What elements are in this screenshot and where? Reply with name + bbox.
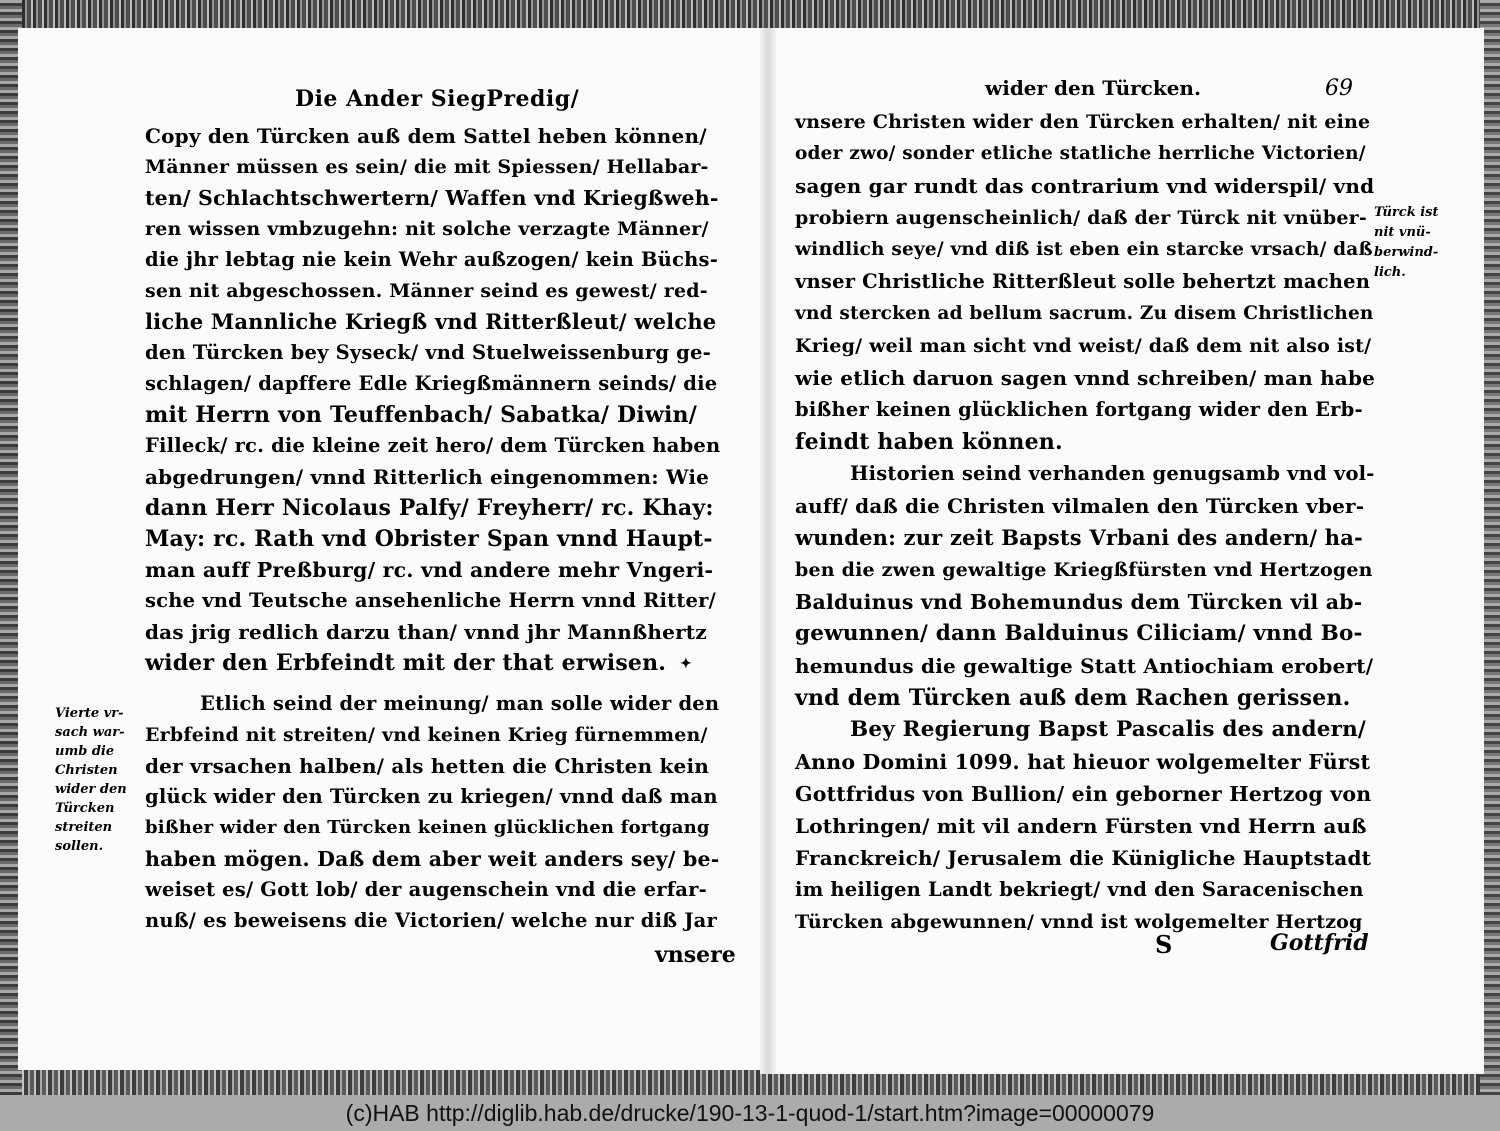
- text-line: windlich seye/ vnd diß ist eben ein starcke vrsach/ daß: [795, 239, 1373, 260]
- text-line: vnser Christliche Ritterßleut solle behertzt machen: [795, 270, 1371, 293]
- text-line: feindt haben können.: [795, 429, 1063, 455]
- text-line: man auff Preßburg/ rc. vnd andere mehr Vngeri-: [145, 558, 714, 582]
- margin-note-line: Vierte vr-: [55, 706, 124, 721]
- text-line: nuß/ es beweisens die Victorien/ welche nur diß Jar: [145, 909, 717, 932]
- left-running-header: Die Ander SiegPredig/: [295, 86, 580, 112]
- text-line: Balduinus vnd Bohemundus dem Türcken vil ab-: [795, 590, 1363, 614]
- margin-note-line: lich.: [1374, 265, 1406, 280]
- text-line: hemundus die gewaltige Statt Antiochiam erobert/: [795, 654, 1374, 678]
- margin-note-line: nit vnü-: [1374, 225, 1431, 240]
- text-line: oder zwo/ sonder etliche statliche herrliche Victorien/: [795, 143, 1366, 164]
- text-line: Copy den Türcken auß dem Sattel heben können/: [145, 124, 707, 148]
- margin-note-line: sach war-: [55, 725, 125, 740]
- text-line: gewunnen/ dann Balduinus Ciliciam/ vnnd Bo-: [795, 621, 1363, 646]
- margin-note-line: sollen.: [55, 839, 104, 854]
- book-gutter: [760, 28, 776, 1074]
- text-line: wunden: zur zeit Bapsts Vrbani des andern/ ha-: [795, 525, 1363, 550]
- text-line: glück wider den Türcken zu kriegen/ vnnd daß man: [145, 785, 718, 808]
- text-line: auff/ daß die Christen vilmalen den Türcken vber-: [795, 494, 1365, 518]
- text-line: Anno Domini 1099. hat hieuor wolgemelter Fürst: [795, 750, 1371, 774]
- signature-mark: S: [1155, 930, 1173, 959]
- text-line: weiset es/ Gott lob/ der augenschein vnd die erfar-: [145, 878, 707, 901]
- text-line: Filleck/ rc. die kleine zeit hero/ dem Türcken haben: [145, 434, 721, 457]
- text-line: vnsere Christen wider den Türcken erhalten/ nit eine: [795, 111, 1371, 133]
- text-line: haben mögen. Daß dem aber weit anders sey/ be-: [145, 847, 720, 871]
- text-line: Franckreich/ Jerusalem die Künigliche Hauptstadt: [795, 846, 1372, 870]
- text-line: abgedrungen/ vnnd Ritterlich eingenommen: Wie: [145, 465, 710, 489]
- text-line: ren wissen vmbzugehn: nit solche verzagte Männer/: [145, 218, 709, 240]
- text-line: bißher wider den Türcken keinen glücklichen fortgang: [145, 817, 710, 838]
- margin-note-line: streiten: [55, 820, 113, 835]
- text-line: im heiligen Landt bekriegt/ vnd den Saracenischen: [795, 878, 1364, 901]
- text-line: bißher keinen glücklichen fortgang wider den Erb-: [795, 398, 1363, 421]
- text-line: das jrig redlich darzu than/ vnnd jhr Mannßhertz: [145, 620, 707, 644]
- text-line: vnd stercken ad bellum sacrum. Zu disem Christlichen: [795, 303, 1374, 324]
- text-line: den Türcken bey Syseck/ vnd Stuelweissenburg ge-: [145, 341, 711, 364]
- text-line: Erbfeind nit streiten/ vnd keinen Krieg fürnemmen/: [145, 724, 708, 746]
- text-line: May: rc. Rath vnd Obrister Span vnnd Haupt-: [145, 526, 713, 552]
- left-catchword: vnsere: [655, 942, 736, 968]
- text-line: Gottfridus von Bullion/ ein geborner Hertzog von: [795, 782, 1372, 806]
- text-line: Etlich seind der meinung/ man solle wider den: [200, 692, 720, 715]
- text-line: ben die zwen gewaltige Kriegßfürsten vnd Hertzogen: [795, 559, 1373, 581]
- text-line: sagen gar rundt das contrarium vnd widerspil/ vnd: [795, 174, 1375, 198]
- scan-edge-top: [0, 0, 1500, 28]
- text-line: schlagen/ dapffere Edle Kriegßmännern seinds/ die: [145, 372, 718, 395]
- text-line: dann Herr Nicolaus Palfy/ Freyherr/ rc. Khay:: [145, 495, 714, 521]
- text-line: der vrsachen halben/ als hetten die Christen kein: [145, 754, 710, 778]
- text-line: Türcken abgewunnen/ vnnd ist wolgemelter Hertzog: [795, 911, 1363, 933]
- margin-note-line: umb die: [55, 744, 115, 759]
- text-line: die jhr lebtag nie kein Wehr außzogen/ kein Büchs-: [145, 248, 718, 271]
- text-line: Bey Regierung Bapst Pascalis des andern/: [850, 717, 1366, 742]
- ornament-mark: ✦: [680, 656, 692, 672]
- text-line: Lothringen/ mit vil andern Fürsten vnd Herrn auß: [795, 814, 1367, 838]
- text-line: Männer müssen es sein/ die mit Spiessen/ Hellabar-: [145, 156, 709, 178]
- text-line: Historien seind verhanden genugsamb vnd vol-: [850, 462, 1375, 485]
- text-line: liche Mannliche Kriegß vnd Ritterßleut/ welche: [145, 309, 717, 334]
- text-line: wider den Erbfeindt mit der that erwisen.: [145, 650, 667, 676]
- copyright-footer: (c)HAB http://diglib.hab.de/drucke/190-13-1-quod-1/start.htm?image=00000079: [0, 1095, 1500, 1131]
- text-line: sche vnd Teutsche ansehenliche Herrn vnnd Ritter/: [145, 589, 716, 612]
- page-number: 69: [1325, 76, 1353, 101]
- margin-note-line: Christen: [55, 763, 118, 778]
- text-line: probiern augenscheinlich/ daß der Türck nit vnüber-: [795, 207, 1367, 229]
- text-line: vnd dem Türcken auß dem Rachen gerissen.: [795, 685, 1351, 711]
- text-line: wie etlich daruon sagen vnnd schreiben/ man habe: [795, 366, 1376, 390]
- text-line: mit Herrn von Teuffenbach/ Sabatka/ Diwin/: [145, 402, 697, 428]
- margin-note-line: berwind-: [1374, 245, 1439, 260]
- right-catchword: Gottfrid: [1270, 930, 1369, 956]
- text-line: sen nit abgeschossen. Männer seind es gewest/ red-: [145, 280, 708, 302]
- text-line: Krieg/ weil man sicht vnd weist/ daß dem nit also ist/: [795, 335, 1372, 357]
- text-line: ten/ Schlachtschwertern/ Waffen vnd Kriegßweh-: [145, 186, 719, 210]
- margin-note-line: Türck ist: [1374, 205, 1439, 220]
- right-running-header: wider den Türcken.: [985, 76, 1201, 100]
- margin-note-line: wider den: [55, 782, 127, 797]
- margin-note-line: Türcken: [55, 801, 115, 816]
